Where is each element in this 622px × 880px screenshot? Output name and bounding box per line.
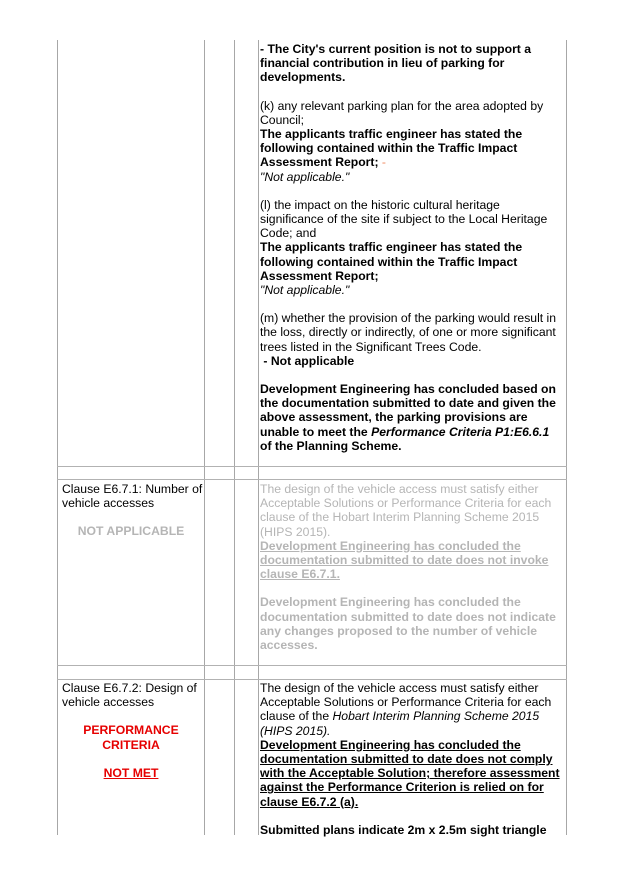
dash-marker: - xyxy=(381,155,386,170)
row-divider xyxy=(57,479,567,480)
criterion-l: (l) the impact on the historic cultural heritage significance of the site if subject to the Local Heritage Code; and xyxy=(260,197,548,241)
clause-e671-title: Clause E6.7.1: Number of vehicle accesses xyxy=(62,482,203,511)
row1-content xyxy=(260,42,564,453)
not-applicable-m: - Not applicable xyxy=(260,353,355,368)
status-not-met: NOT MET xyxy=(103,765,159,780)
criterion-k: (k) any relevant parking plan for the area adopted by Council; xyxy=(260,98,544,127)
e671-conclusion-invoke: Development Engineering has concluded the documentation submitted to date does not invoke clause E6.7.1. xyxy=(260,538,549,582)
city-position-text: - The City's current position is not to support a financial contribution in lieu of parking for developments. xyxy=(260,42,532,85)
clause-e672-title: Clause E6.7.2: Design of vehicle accesses xyxy=(62,681,197,710)
row2-content xyxy=(260,482,564,652)
planning-scheme-ref: of the Planning Scheme. xyxy=(260,438,402,453)
status-not-applicable: NOT APPLICABLE xyxy=(77,524,185,539)
table-divider-2 xyxy=(234,40,235,835)
criterion-m: (m) whether the provision of the parking would result in the loss, directly or indirectly, of one or more significant trees listed in the Significant Trees Code. xyxy=(260,311,557,354)
e672-design-requirement: The design of the vehicle access must satisfy either Acceptable Solutions or Performance Criteria for each clause of the xyxy=(260,681,552,724)
performance-criteria-ref: Performance Criteria P1:E6.6.1 xyxy=(371,424,550,439)
row-divider xyxy=(57,679,567,680)
clause-e671-cell xyxy=(58,482,204,539)
row-divider xyxy=(57,466,567,467)
clause-e672-cell xyxy=(58,681,204,780)
table-divider-3 xyxy=(258,40,259,835)
sight-triangle-text: Submitted plans indicate 2m x 2.5m sight triangle xyxy=(260,822,547,837)
not-applicable-quote-l: "Not applicable." xyxy=(260,283,350,298)
e672-conclusion: Development Engineering has concluded the documentation submitted to date does not comply with the Acceptable Solution; therefore assessment against the Performance Criterion is relied on for clause E6.7.2 (a). xyxy=(260,737,560,809)
traffic-engineer-statement-k: The applicants traffic engineer has stated the following contained within the Traffic Impact Assessment Report; xyxy=(260,127,523,170)
e671-conclusion-changes: Development Engineering has concluded the documentation submitted to date does not indicate any changes proposed to the number of vehicle accesses. xyxy=(260,595,556,653)
status-performance: PERFORMANCE xyxy=(83,723,179,738)
conclusion-text: Development Engineering has concluded based on the documentation submitted to date and given the above assessment, the parking provisions are unable to meet the xyxy=(260,382,556,439)
traffic-engineer-statement-l: The applicants traffic engineer has stated the following contained within the Traffic Impact Assessment Report; xyxy=(260,240,523,283)
e671-design-requirement: The design of the vehicle access must satisfy either Acceptable Solutions or Performance Criteria for each clause of the Hobart Interim Planning Scheme 2015 (HIPS 2015). xyxy=(260,482,552,539)
table-border-right xyxy=(566,40,567,835)
status-criteria: CRITERIA xyxy=(102,737,160,752)
row3-content xyxy=(260,681,564,837)
row-divider xyxy=(57,665,567,666)
not-applicable-quote-k: "Not applicable." xyxy=(260,169,350,184)
table-divider-1 xyxy=(204,40,205,835)
hips-reference: Hobart Interim Planning Scheme 2015 (HIPS 2015). xyxy=(260,709,540,738)
